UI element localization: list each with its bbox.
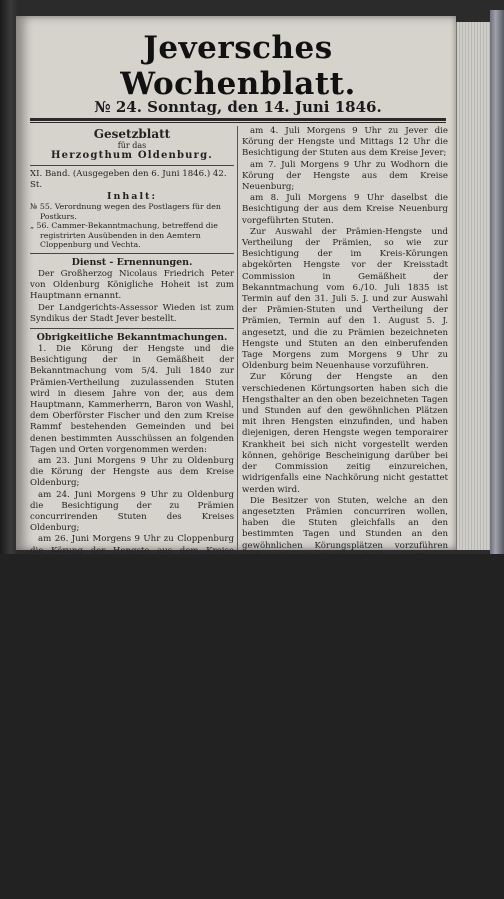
page-edges [456,22,491,550]
obrig-paragraph: am 23. Juni Morgens 9 Uhr zu Oldenburg die Körung der Hengste aus dem Kreise Oldenburg; [30,456,234,489]
contents-item: „ 56. Cammer-Bekanntmachung, betreffend die registrirten Ausübenden in den Aemtern Cloppenburg und Vechta. [30,221,218,250]
obrig-heading: Obrigkeitliche Bekanntmachungen. [36,331,228,343]
gesetzblatt-for: für das [117,141,147,150]
masthead-title: Jeversches Wochenblatt. [120,30,356,102]
gesetzblatt-title: Gesetzblatt [93,127,171,141]
header-rule-thin [30,122,446,123]
contents-item: № 55. Verordnung wegen des Postlagers für den Postkurs. [30,202,221,221]
right-paragraph: Zur Körung der Hengste an den verschiedenen Körtungsorten haben sich die Hengsthalter an den oben bezeichneten Tagen und Stunden auf den gewöhnlichen Plätzen mit ihren Hengsten einzufinden, und haben diejenigen, deren Hengste wegen temporairer Krankheit bei sich nicht vorgestellt werden können, gehörige Bescheinigung darüber bei der Commission zeitig einzureichen, widrigenfalls eine Nachkörung nicht gestattet werden wird. [242,372,448,495]
right-paragraph: Die Körung der Hengste im Amte Jever ist die Körung der Prämienvertheilung befreiten Hauptbeschälungsgemeinden, haben daher außerhalb derselben die für sie gebührende Zeit an den angesetzten Terminen einfinden, auch haben sämmtliche Aemter und Stadt-Magistrate den einzelnen Hengsthaltern den zur Körung angesetzten Tag und Ort noch besonders durch die Untervogtei bekannt zu machen und zu ladeln. Daher wird denselben aufgegeben, die Zeitangaben bekannt zu machen, daß die gehörende Berücksichtigung sämmtlicher in ihren Districten vorhandenen Hengsthalter zu den bestimmten Körtungs-Terminen an die Körungs-Commission abzugeben und erwartet die Regierung eine genaue Beachtung dieser Aufgabe, damit die beiden Oberbeamten wegen der Berücksichtigung einzelner Hengsthalter, die bei dem Termin zur Körung nicht erschienen haben, nicht mehr vorkommen können. [242,663,448,898]
right-paragraph: Die Besitzer von Stuten, welche an den angesetzten Prämien concurriren wollen, haben die Stuten gleichfalls an den bestimmten Tagen und Stunden an den gewöhnlichen Körungsplätzen vorzuführen und werden die Besitzer derjenigen Stuten, welche in den Jahren 1843, 1844 und 1845 Prämien erhalten haben, noch besonders darauf aufmerksam gemacht, daß die für Prämienstuten an den zur Besichtigung der Stuten angesetzten Tagen und Orten mit der Bescheinigung, daß die Stute im laufenden Jahre von selbst wieder ein Fohlen gebracht hat, vorzuführen sind, bei Verwendung der gesetzlichen Nachtheile. [242,495,448,663]
obrig-paragraph: am 3. Juli Morgens 9 Uhr zu Stollhamm die Körung der Hengste aus den Aemtern Abbehausen und Burhave; [30,747,234,780]
dienst-paragraph: Der Landgerichts-Assessor Wieden ist zum Syndikus der Stadt Jever bestellt. [30,302,234,324]
divider-line [30,253,234,254]
gesetzblatt-volume: XI. Band. (Ausgegeben den 6. Juni 1846.) 42. St. [30,169,227,190]
obrig-paragraph: am 27. Juni Morgens 9 Uhr zu Vechta die Körung der Hengste, sodann um 11 Uhr die Besichtigung der Stuten aus dem Kreise Vechta; [30,579,234,623]
right-paragraph: Zur Auswahl der Prämien-Hengste und Vertheilung der Prämien, so wie zur Besichtigung der im Kreis-Körungen abgekörten Hengste vor der Kreisstadt Commission in Gemäßheit der Bekanntmachung vom 6./10. Juli 1835 ist Termin auf den 31. Juli 5. J. und zur Auswahl der Prämien-Stuten und Vertheilung der Prämien, Termin auf den 1. August 5. J. angesetzt, und die zu Prämien bezeichneten Hengste und Stuten an den einberufenden Tage Morgens zum Morgens 9 Uhr zu Oldenburg beim Neuenhause vorzuführen. [242,226,448,372]
divider-line [30,328,234,329]
right-column [242,126,448,899]
obrig-paragraph: am 30. Juni Morgens 9 Uhr die Besichtigung der aus dem Kreise Delmenhorst vorgeführten Stuten; [30,657,234,691]
obrig-paragraph: am 2. Juli Morgens 9 Uhr die Besichtigung der Stuten aus dem Kreise Ovelgönne; [30,724,234,747]
dienst-heading: Dienst - Ernennungen. [71,256,193,268]
obrig-paragraph: am 1. Juli Morgens 9 Uhr zu Ovelgönne die Körung der Hengste aus den Aemtern Brake und Rodenkirchen; [30,691,234,724]
right-paragraph: am 7. Juli Morgens 9 Uhr zu Wodhorn die Körung der Hengste aus dem Kreise Neuenburg; [242,159,448,193]
left-column [30,126,234,781]
obrig-paragraph: am 29. Juni Morgens 9 Uhr zu Delmenhorst die Körung der Hengste aus dem Kreise Delmenhorst; [30,624,234,657]
dienst-paragraph: Der Großherzog Nicolaus Friedrich Peter von Oldenburg Königliche Hoheit ist zum Hauptmann ernannt. [30,268,234,302]
column-divider [237,126,238,550]
obrig-paragraph: am 26. Juni Morgens 9 Uhr zu Cloppenburg die Körung der Hengste aus dem Kreise Cloppenburg und um 11 Uhr die Besichtigung der Stuten aus diesem Kreise; [30,534,234,579]
right-paragraph: am 4. Juli Morgens 9 Uhr zu Jever die Körung der Hengste und Mittags 12 Uhr die Besichtigung der Stuten aus dem Kreise Jever; [242,126,448,159]
obrig-paragraph: am 24. Juni Morgens 9 Uhr zu Oldenburg die Besichtigung der zu Prämien concurrirenden Stuten des Kreises Oldenburg; [30,489,234,534]
right-paragraph: am 8. Juli Morgens 9 Uhr daselbst die Besichtigung der aus dem Kreise Neuenburg vorgeführten Stuten. [242,193,448,226]
header-rule-thick [30,118,446,121]
issue-line: № 24. Sonntag, den 14. Juni 1846. [94,98,382,116]
newspaper-page [16,16,456,898]
obrig-paragraph: 1. Die Körung der Hengste und die Besichtigung der in Gemäßheit der Bekanntmachung vom 5/4. Juli 1840 zur Prämien-Vertheilung zuzulassenden Stuten wird in diesem Jahre von der, aus dem Hauptmann, Kammerherrn, Baron von Washl, dem Oberförster Fischer und den zum Kreise Rammf bestehenden Gemeinden und bei denen bestimmten Ausschüssen an folgenden Tagen und Orten vorgenommen werden: [30,343,234,455]
divider-line [30,165,234,166]
contents-label: Inhalt: [107,191,157,202]
gesetzblatt-name: Herzogthum Oldenburg. [51,150,213,161]
book-cover-edge [490,10,504,554]
